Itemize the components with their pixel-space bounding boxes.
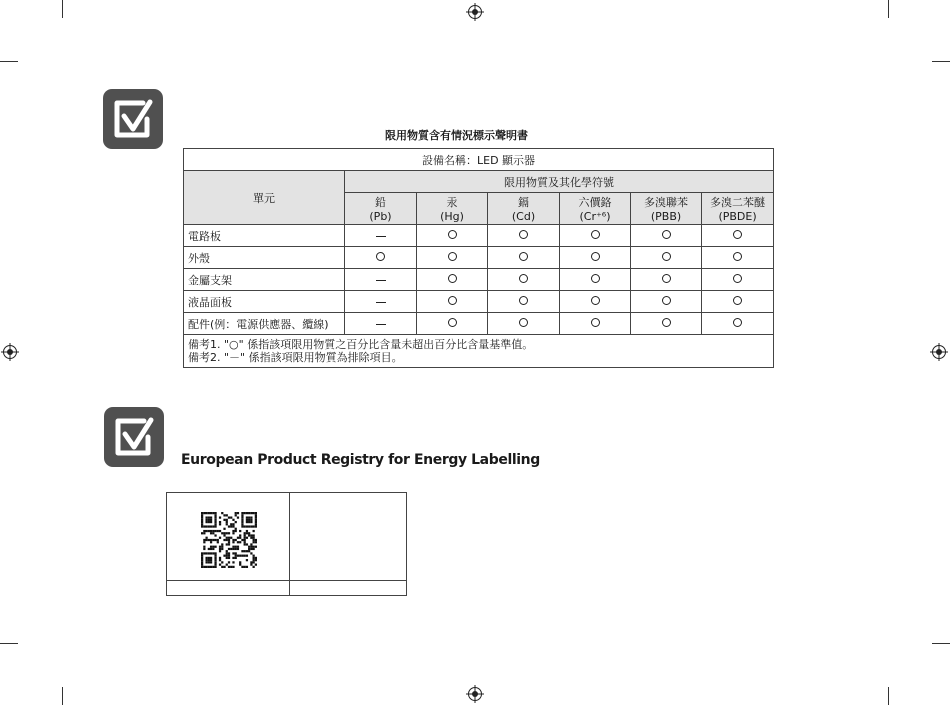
crop-mark: [62, 687, 63, 705]
mark-cell: [345, 313, 417, 335]
circle-mark-icon: [733, 296, 742, 305]
circle-mark-icon: [448, 318, 457, 327]
table-row: [184, 225, 774, 247]
mark-cell: [702, 225, 774, 247]
eprel-box: [166, 492, 407, 596]
circle-mark-icon: [662, 230, 671, 239]
circle-mark-icon: [662, 252, 671, 261]
mark-cell: [488, 313, 560, 335]
crop-mark: [0, 643, 18, 644]
registration-mark-icon: [930, 343, 948, 361]
circle-mark-icon: [733, 274, 742, 283]
note-1: 備考1. "○" 係指該項限用物質之百分比含量未超出百分比含量基準值。: [188, 338, 534, 351]
dash-mark-icon: [376, 302, 386, 303]
circle-mark-icon: [519, 230, 528, 239]
circle-mark-icon: [591, 252, 600, 261]
circle-mark-icon: [519, 274, 528, 283]
device-name: 設備名稱：LED 顯示器: [184, 149, 774, 171]
crop-mark: [0, 61, 18, 62]
crop-mark: [932, 643, 950, 644]
unit-cell: 液晶面板: [184, 291, 345, 313]
circle-mark-icon: [662, 296, 671, 305]
substance-cell: 汞 (Hg): [417, 193, 488, 225]
substance-cell: 多溴聯苯 (PBB): [631, 193, 702, 225]
mark-cell: [345, 247, 417, 269]
circle-mark-icon: [662, 274, 671, 283]
mark-cell: [488, 225, 560, 247]
registration-mark-icon: [466, 685, 484, 703]
substance-cell: 六價鉻 (Cr⁺⁶): [560, 193, 631, 225]
mark-cell: [702, 269, 774, 291]
note-2: 備考2. "－" 係指該項限用物質為排除項目。: [188, 351, 403, 364]
crop-mark: [888, 0, 889, 18]
circle-mark-icon: [448, 252, 457, 261]
circle-mark-icon: [376, 252, 385, 261]
rohs-table: [183, 148, 774, 368]
mark-cell: [417, 225, 488, 247]
mark-cell: [488, 247, 560, 269]
crop-mark: [888, 687, 889, 705]
mark-cell: [560, 247, 631, 269]
dash-mark-icon: [376, 324, 386, 325]
unit-cell: 配件(例：電源供應器、纜線): [184, 313, 345, 335]
mark-cell: [702, 291, 774, 313]
mark-cell: [702, 247, 774, 269]
table-row: [184, 291, 774, 313]
circle-mark-icon: [591, 230, 600, 239]
substance-header: 限用物質及其化學符號: [345, 171, 774, 193]
mark-cell: [631, 291, 702, 313]
registration-mark-icon: [466, 3, 484, 21]
checkbox-icon: [104, 407, 164, 467]
unit-cell: 外殼: [184, 247, 345, 269]
substance-cell: 多溴二苯醚 (PBDE): [702, 193, 774, 225]
mark-cell: [560, 291, 631, 313]
mark-cell: [345, 291, 417, 313]
circle-mark-icon: [733, 318, 742, 327]
table-row: [184, 313, 774, 335]
eprel-title: European Product Registry for Energy Labelling: [181, 452, 540, 468]
mark-cell: [631, 269, 702, 291]
mark-cell: [345, 225, 417, 247]
mark-cell: [417, 269, 488, 291]
substance-cell: 鉛 (Pb): [345, 193, 417, 225]
circle-mark-icon: [448, 296, 457, 305]
circle-mark-icon: [448, 230, 457, 239]
table-row: [184, 149, 774, 171]
circle-mark-icon: [448, 274, 457, 283]
mark-cell: [560, 313, 631, 335]
circle-mark-icon: [591, 296, 600, 305]
checkbox-icon: [103, 89, 163, 149]
circle-mark-icon: [519, 296, 528, 305]
registration-mark-icon: [1, 343, 19, 361]
mark-cell: [631, 313, 702, 335]
table-row: [184, 335, 774, 368]
circle-mark-icon: [591, 318, 600, 327]
dash-mark-icon: [376, 280, 386, 281]
unit-cell: 金屬支架: [184, 269, 345, 291]
notes-cell: [184, 335, 774, 368]
mark-cell: [631, 247, 702, 269]
table-row: [184, 247, 774, 269]
mark-cell: [488, 291, 560, 313]
circle-mark-icon: [733, 230, 742, 239]
table-row: [184, 171, 774, 193]
mark-cell: [631, 225, 702, 247]
rohs-title: 限用物質含有情況標示聲明書: [385, 129, 528, 142]
circle-mark-icon: [519, 318, 528, 327]
circle-mark-icon: [519, 252, 528, 261]
mark-cell: [345, 269, 417, 291]
mark-cell: [417, 313, 488, 335]
mark-cell: [560, 225, 631, 247]
unit-cell: 電路板: [184, 225, 345, 247]
mark-cell: [702, 313, 774, 335]
circle-mark-icon: [591, 274, 600, 283]
qr-code-icon[interactable]: [201, 512, 257, 568]
circle-mark-icon: [662, 318, 671, 327]
mark-cell: [488, 269, 560, 291]
mark-cell: [417, 247, 488, 269]
substance-cell: 鎘 (Cd): [488, 193, 560, 225]
dash-mark-icon: [376, 236, 386, 237]
crop-mark: [62, 0, 63, 18]
unit-header: 單元: [184, 171, 345, 225]
crop-mark: [932, 61, 950, 62]
circle-mark-icon: [733, 252, 742, 261]
table-row: [184, 269, 774, 291]
mark-cell: [560, 269, 631, 291]
mark-cell: [417, 291, 488, 313]
